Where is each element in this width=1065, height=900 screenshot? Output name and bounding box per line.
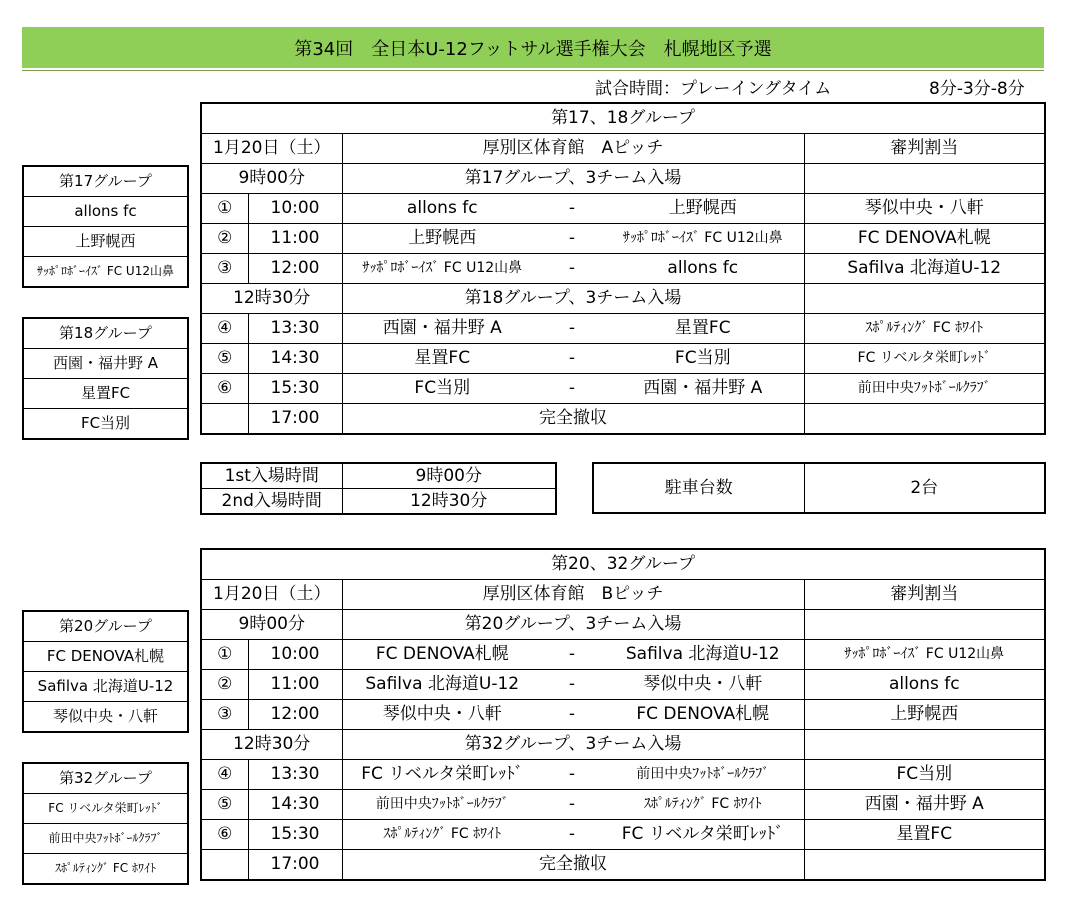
match-time: 12:00	[248, 700, 342, 730]
side-team: ｽﾎﾟﾙﾃｨﾝｸﾞ FC ﾎﾜｲﾄ	[23, 854, 188, 885]
side-group-title: 第18グループ	[23, 318, 188, 349]
end-row	[201, 404, 1045, 435]
referee-team: FC当別	[804, 760, 1045, 790]
match-number: ②	[201, 670, 248, 700]
side-team: 上野幌西	[23, 227, 188, 257]
home-team: Safilva 北海道U-12	[342, 670, 542, 700]
end-time: 17:00	[248, 404, 342, 435]
match-time: 10:00	[248, 640, 342, 670]
referee-team: 星置FC	[804, 820, 1045, 850]
home-team: FC当別	[342, 374, 542, 404]
side-group-20	[22, 610, 189, 733]
vs-dash: -	[542, 700, 602, 730]
referee-header: 審判割当	[804, 134, 1045, 164]
side-team: ｻｯﾎﾟﾛﾎﾞｰｲｽﾞ FC U12山鼻	[23, 257, 188, 288]
parking-value: 2台	[804, 463, 1045, 513]
empty-cell	[201, 404, 248, 435]
side-team: 星置FC	[23, 379, 188, 409]
match-time: 13:30	[248, 314, 342, 344]
match-row	[201, 820, 1045, 850]
entry-label: 2nd入場時間	[201, 489, 342, 515]
match-row	[201, 700, 1045, 730]
match-time: 14:30	[248, 344, 342, 374]
empty-cell	[804, 610, 1045, 640]
group-title: 第17、18グループ	[201, 103, 1045, 134]
group-title: 第20、32グループ	[201, 549, 1045, 580]
match-row	[201, 790, 1045, 820]
home-team: 上野幌西	[342, 224, 542, 254]
vs-dash: -	[542, 640, 602, 670]
end-text: 完全撤収	[342, 404, 804, 435]
match-row	[201, 760, 1045, 790]
referee-team: 上野幌西	[804, 700, 1045, 730]
home-team: FC DENOVA札幌	[342, 640, 542, 670]
match-row	[201, 224, 1045, 254]
match-number: ⑥	[201, 374, 248, 404]
schedule-table-b	[200, 548, 1046, 881]
match-row	[201, 194, 1045, 224]
away-team: FC リベルタ栄町ﾚｯﾄﾞ	[602, 820, 804, 850]
vs-dash: -	[542, 314, 602, 344]
match-number: ②	[201, 224, 248, 254]
referee-team: allons fc	[804, 670, 1045, 700]
match-number: ①	[201, 640, 248, 670]
side-group-title: 第20グループ	[23, 611, 188, 642]
match-time: 14:30	[248, 790, 342, 820]
side-team: Safilva 北海道U-12	[23, 672, 188, 702]
referee-team: ｻｯﾎﾟﾛﾎﾞｰｲｽﾞ FC U12山鼻	[804, 640, 1045, 670]
header-row	[201, 580, 1045, 610]
end-time: 17:00	[248, 850, 342, 881]
entry-time: 12時30分	[201, 284, 342, 314]
match-number: ③	[201, 700, 248, 730]
match-time: 15:30	[248, 374, 342, 404]
match-number: ⑥	[201, 820, 248, 850]
venue-cell: 厚別区体育館 Aピッチ	[342, 134, 804, 164]
home-team: allons fc	[342, 194, 542, 224]
match-time: 11:00	[248, 670, 342, 700]
home-team: FC リベルタ栄町ﾚｯﾄﾞ	[342, 760, 542, 790]
vs-dash: -	[542, 670, 602, 700]
away-team: 星置FC	[602, 314, 804, 344]
empty-cell	[804, 284, 1045, 314]
match-time: 11:00	[248, 224, 342, 254]
match-time: 13:30	[248, 760, 342, 790]
venue-cell: 厚別区体育館 Bピッチ	[342, 580, 804, 610]
entry-value: 12時30分	[342, 489, 556, 515]
away-team: 琴似中央・八軒	[602, 670, 804, 700]
referee-team: 琴似中央・八軒	[804, 194, 1045, 224]
group-title-row	[201, 549, 1045, 580]
side-team: allons fc	[23, 197, 188, 227]
match-row	[201, 344, 1045, 374]
away-team: FC当別	[602, 344, 804, 374]
entry-times-table	[200, 462, 557, 515]
away-team: 西園・福井野 A	[602, 374, 804, 404]
empty-cell	[804, 730, 1045, 760]
match-time: 15:30	[248, 820, 342, 850]
home-team: ｻｯﾎﾟﾛﾎﾞｰｲｽﾞ FC U12山鼻	[342, 254, 542, 284]
side-group-17	[22, 165, 189, 288]
header-row	[201, 134, 1045, 164]
side-group-title: 第17グループ	[23, 166, 188, 197]
referee-team: ｽﾎﾟﾙﾃｨﾝｸﾞ FC ﾎﾜｲﾄ	[804, 314, 1045, 344]
referee-team: Safilva 北海道U-12	[804, 254, 1045, 284]
match-number: ⑤	[201, 344, 248, 374]
side-group-32	[22, 762, 189, 885]
away-team: FC DENOVA札幌	[602, 700, 804, 730]
side-group-title: 第32グループ	[23, 763, 188, 794]
home-team: 前田中央ﾌｯﾄﾎﾞｰﾙｸﾗﾌﾞ	[342, 790, 542, 820]
home-team: 西園・福井野 A	[342, 314, 542, 344]
match-number: ④	[201, 314, 248, 344]
match-row	[201, 640, 1045, 670]
title-banner	[22, 27, 1044, 68]
side-team: 前田中央ﾌｯﾄﾎﾞｰﾙｸﾗﾌﾞ	[23, 824, 188, 854]
away-team: 前田中央ﾌｯﾄﾎﾞｰﾙｸﾗﾌﾞ	[602, 760, 804, 790]
entry-row	[201, 284, 1045, 314]
side-group-18	[22, 317, 189, 440]
entry-text: 第17グループ、3チーム入場	[342, 164, 804, 194]
vs-dash: -	[542, 790, 602, 820]
empty-cell	[804, 404, 1045, 435]
referee-header: 審判割当	[804, 580, 1045, 610]
away-team: allons fc	[602, 254, 804, 284]
match-time: 10:00	[248, 194, 342, 224]
end-row	[201, 850, 1045, 881]
vs-dash: -	[542, 344, 602, 374]
vs-dash: -	[542, 224, 602, 254]
vs-dash: -	[542, 820, 602, 850]
vs-dash: -	[542, 374, 602, 404]
entry-time: 9時00分	[201, 610, 342, 640]
group-title-row	[201, 103, 1045, 134]
match-time-label: 試合時間：プレーイングタイム	[595, 79, 832, 99]
entry-label: 1st入場時間	[201, 463, 342, 489]
away-team: Safilva 北海道U-12	[602, 640, 804, 670]
away-team: ｻｯﾎﾟﾛﾎﾞｰｲｽﾞ FC U12山鼻	[602, 224, 804, 254]
end-text: 完全撤収	[342, 850, 804, 881]
entry-text: 第18グループ、3チーム入場	[342, 284, 804, 314]
side-team: 西園・福井野 A	[23, 349, 188, 379]
entry-text: 第20グループ、3チーム入場	[342, 610, 804, 640]
entry-text: 第32グループ、3チーム入場	[342, 730, 804, 760]
schedule-table-a	[200, 102, 1046, 435]
date-cell: 1月20日（土）	[201, 580, 342, 610]
vs-dash: -	[542, 254, 602, 284]
match-time: 12:00	[248, 254, 342, 284]
side-team: FC DENOVA札幌	[23, 642, 188, 672]
entry-time: 9時00分	[201, 164, 342, 194]
match-number: ③	[201, 254, 248, 284]
side-team: FC リベルタ栄町ﾚｯﾄﾞ	[23, 794, 188, 824]
match-row	[201, 314, 1045, 344]
empty-cell	[804, 850, 1045, 881]
match-row	[201, 254, 1045, 284]
match-number: ①	[201, 194, 248, 224]
parking-label: 駐車台数	[593, 463, 804, 513]
referee-team: FC DENOVA札幌	[804, 224, 1045, 254]
away-team: 上野幌西	[602, 194, 804, 224]
referee-team: FC リベルタ栄町ﾚｯﾄﾞ	[804, 344, 1045, 374]
parking-table	[592, 462, 1046, 514]
match-number: ④	[201, 760, 248, 790]
vs-dash: -	[542, 194, 602, 224]
away-team: ｽﾎﾟﾙﾃｨﾝｸﾞ FC ﾎﾜｲﾄ	[602, 790, 804, 820]
home-team: 星置FC	[342, 344, 542, 374]
referee-team: 前田中央ﾌｯﾄﾎﾞｰﾙｸﾗﾌﾞ	[804, 374, 1045, 404]
empty-cell	[201, 850, 248, 881]
empty-cell	[804, 164, 1045, 194]
entry-row	[201, 610, 1045, 640]
home-team: 琴似中央・八軒	[342, 700, 542, 730]
match-row	[201, 374, 1045, 404]
entry-value: 9時00分	[342, 463, 556, 489]
home-team: ｽﾎﾟﾙﾃｨﾝｸﾞ FC ﾎﾜｲﾄ	[342, 820, 542, 850]
page-title: 第34回 全日本U-12フットサル選手権大会 札幌地区予選	[294, 38, 772, 60]
entry-time: 12時30分	[201, 730, 342, 760]
title-underline	[22, 70, 1044, 71]
entry-row	[201, 730, 1045, 760]
match-number: ⑤	[201, 790, 248, 820]
side-team: 琴似中央・八軒	[23, 702, 188, 733]
side-team: FC当別	[23, 409, 188, 440]
entry-row	[201, 164, 1045, 194]
match-time-value: 8分-3分-8分	[929, 79, 1025, 99]
date-cell: 1月20日（土）	[201, 134, 342, 164]
vs-dash: -	[542, 760, 602, 790]
referee-team: 西園・福井野 A	[804, 790, 1045, 820]
match-row	[201, 670, 1045, 700]
